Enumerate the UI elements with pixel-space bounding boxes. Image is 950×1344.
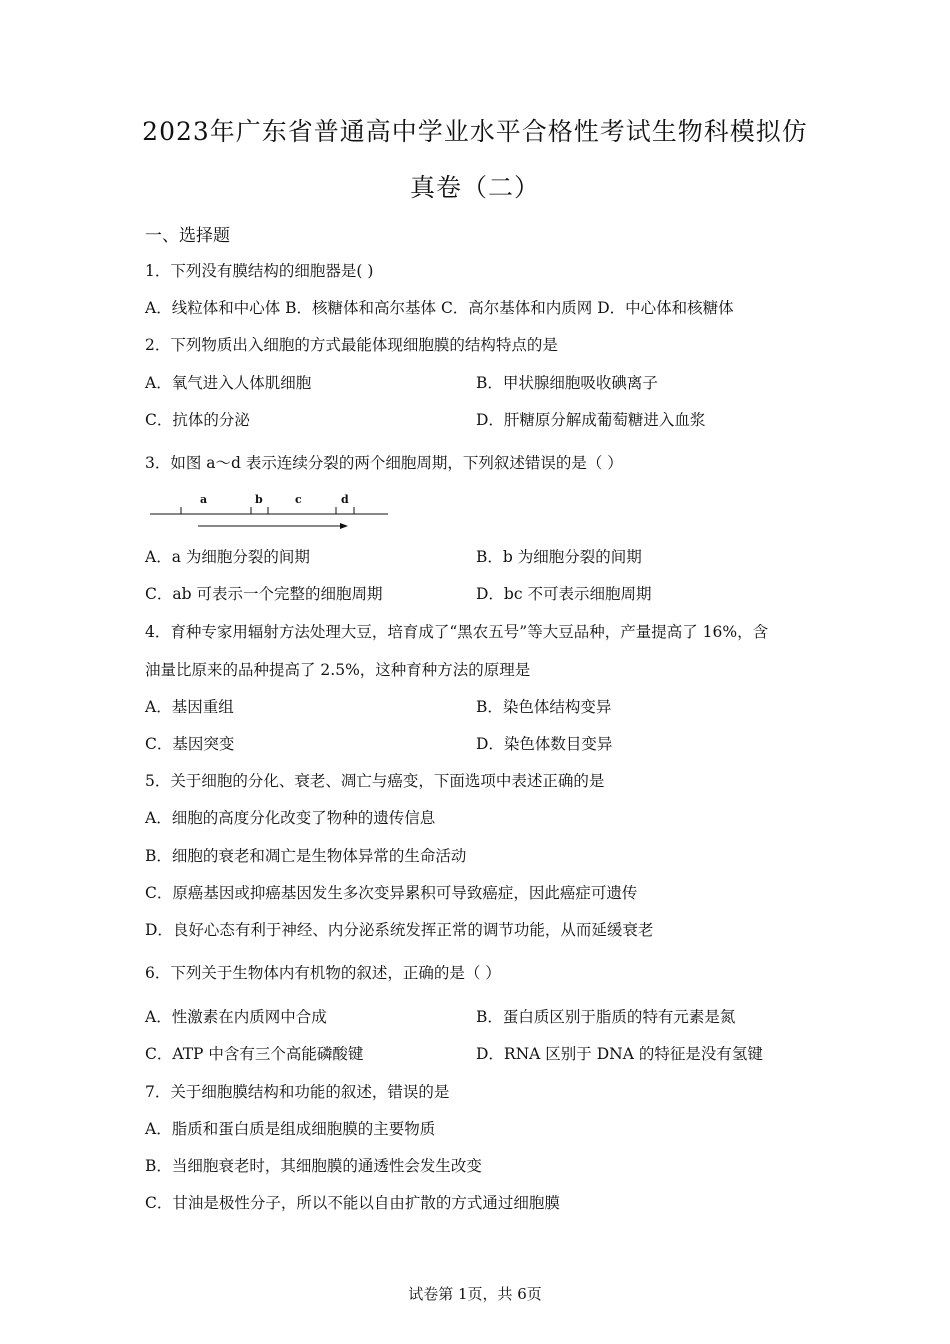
q3-option-a: A．a 为细胞分裂的间期: [145, 548, 310, 566]
segment-label-c: c: [295, 493, 302, 506]
arrow-head: [340, 523, 348, 529]
q4-stem-line2: 油量比原来的品种提高了 2.5%，这种育种方法的原理是: [145, 661, 531, 679]
q5-option-c: C．原癌基因或抑癌基因发生多次变异累积可导致癌症，因此癌症可遗传: [145, 884, 638, 902]
q3-option-b: B．b 为细胞分裂的间期: [476, 548, 642, 566]
q6-option-b: B．蛋白质区别于脂质的特有元素是氮: [476, 1008, 736, 1026]
q6-option-c: C．ATP 中含有三个高能磷酸键: [145, 1045, 364, 1063]
q4-option-a: A．基因重组: [145, 698, 234, 716]
q5-option-b: B．细胞的衰老和凋亡是生物体异常的生命活动: [145, 847, 467, 865]
segment-label-a: a: [200, 493, 208, 506]
q4-stem-line1: 4．育种专家用辐射方法处理大豆，培育成了“黑农五号”等大豆品种，产量提高了 16%，含: [145, 623, 769, 641]
exam-title-line1: 2023年广东省普通高中学业水平合格性考试生物科模拟仿: [142, 117, 808, 146]
q5-stem: 5．关于细胞的分化、衰老、凋亡与癌变，下面选项中表述正确的是: [145, 772, 605, 790]
q5-option-a: A．细胞的高度分化改变了物种的遗传信息: [145, 809, 436, 827]
q6-option-d: D．RNA 区别于 DNA 的特征是没有氢键: [476, 1045, 763, 1063]
q3-option-c: C．ab 可表示一个完整的细胞周期: [145, 585, 383, 603]
q1-options: A．线粒体和中心体 B．核糖体和高尔基体 C．高尔基体和内质网 D．中心体和核糖体: [145, 299, 734, 317]
q4-option-c: C．基因突变: [145, 735, 235, 753]
q2-option-b: B．甲状腺细胞吸收碘离子: [476, 374, 658, 392]
q2-option-d: D．肝糖原分解成葡萄糖进入血浆: [476, 411, 706, 429]
exam-title-line2: 真卷（二）: [409, 173, 540, 202]
q7-stem: 7．关于细胞膜结构和功能的叙述，错误的是: [145, 1083, 450, 1101]
q6-option-a: A．性激素在内质网中合成: [145, 1008, 327, 1026]
q4-option-d: D．染色体数目变异: [476, 735, 613, 753]
q5-option-d: D．良好心态有利于神经、内分泌系统发挥正常的调节功能，从而延缓衰老: [145, 921, 654, 939]
section-heading: 一、选择题: [145, 226, 230, 246]
q2-stem: 2．下列物质出入细胞的方式最能体现细胞膜的结构特点的是: [145, 336, 558, 354]
q3-stem: 3．如图 a～d 表示连续分裂的两个细胞周期，下列叙述错误的是（ ）: [145, 454, 623, 472]
q4-option-b: B．染色体结构变异: [476, 698, 612, 716]
segment-label-d: d: [341, 493, 349, 506]
q7-option-b: B．当细胞衰老时，其细胞膜的通透性会发生改变: [145, 1157, 482, 1175]
q3-option-d: D．bc 不可表示细胞周期: [476, 585, 652, 603]
cell-cycle-diagram: [148, 488, 393, 533]
page-footer: 试卷第 1页，共 6页: [408, 1285, 542, 1303]
q2-option-a: A．氧气进入人体肌细胞: [145, 374, 312, 392]
q7-option-c: C．甘油是极性分子，所以不能以自由扩散的方式通过细胞膜: [145, 1194, 560, 1212]
q2-option-c: C．抗体的分泌: [145, 411, 250, 429]
q7-option-a: A．脂质和蛋白质是组成细胞膜的主要物质: [145, 1120, 436, 1138]
q6-stem: 6．下列关于生物体内有机物的叙述，正确的是（ ）: [145, 964, 501, 982]
segment-label-b: b: [255, 493, 263, 506]
q1-stem: 1．下列没有膜结构的细胞器是( ): [145, 262, 374, 280]
